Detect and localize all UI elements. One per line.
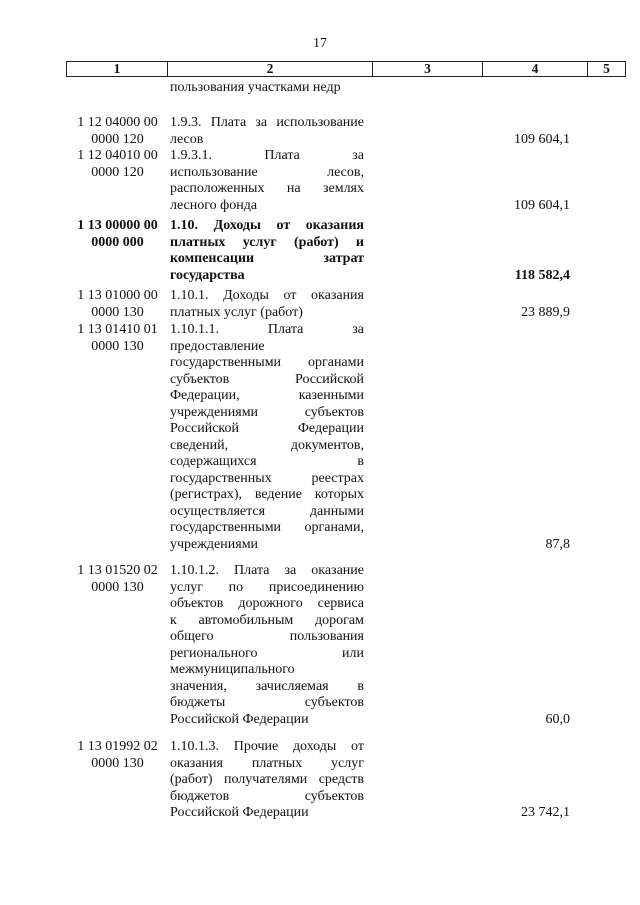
row-amount: 118 582,4 [514,267,570,283]
row-name [170,218,364,284]
row-name [170,322,364,553]
row-code: 1 13 01410 01 0000 130 [77,322,158,354]
header-col-5: 5 [603,61,610,76]
row-name-line: Федерации, казенными [170,388,364,403]
row-amount: 23 889,9 [521,304,570,320]
row-name-line: государственных реестрах [170,470,364,486]
row-name-line: Российской Федерации [170,805,309,820]
row-code: 1 13 00000 00 0000 000 [77,218,158,250]
row-name [170,563,364,728]
row-name [170,148,364,214]
row-code: 1 13 01992 02 0000 130 [77,739,158,771]
row-name-line: лесного фонда [170,197,258,213]
row-name-line: 1.9.3. Плата за использование [170,115,364,130]
header-col-1: 1 [113,61,121,76]
row-name-line: бюджетов субъектов [170,788,364,804]
row-name-line: учреждениями субъектов [170,404,364,420]
row-code: 1 12 04000 00 0000 120 [77,115,158,147]
row-code: 1 13 01000 00 0000 130 [77,288,158,320]
row-name-line: 1.10.1.1. Плата за [170,322,364,337]
header-col-4: 4 [531,61,539,76]
row-name-line: государства [170,267,245,283]
row-name-line: Российской Федерации [170,421,364,436]
row-name-line: 1.10.1. Доходы от оказания [170,288,364,303]
header-col-2: 2 [266,61,274,76]
row-code: 1 12 04010 00 0000 120 [77,148,158,180]
row-name-line: 1.10.1.2. Плата за оказание [170,563,364,578]
row-name-line: сведений, документов, [170,437,364,453]
row-name-line: лесов [170,131,204,147]
row-name-line: платных услуг (работ) и [170,234,364,250]
row-name-line: 1.9.3.1. Плата за [170,148,364,163]
row-name-line: объектов дорожного сервиса [170,596,364,611]
row-name-line: платных услуг (работ) [170,304,303,320]
row-amount: 109 604,1 [514,197,570,213]
row-name-line: предоставление [170,338,265,354]
row-name-line: осуществляется данными [170,503,364,519]
row-name-line: (работ) получателями средств [170,772,364,787]
row-name-line: регионального или [170,645,364,661]
row-name-line: (регистрах), ведение которых [170,487,364,502]
row-name-line: бюджеты субъектов [170,695,364,710]
row-amount: 60,0 [545,711,570,727]
row-name-line: компенсации затрат [170,251,364,266]
row-name [170,115,364,148]
row-name-line: оказания платных услуг [170,755,364,771]
row-name-line: учреждениями [170,536,259,552]
row-name-line: к автомобильным дорогам [170,612,364,628]
row-name-line: значения, зачисляемая в [170,678,364,694]
row-name-line: 1.10. Доходы от оказания [170,218,364,233]
row-name-line: государственными органами [170,355,364,370]
row-name-line: субъектов Российской [170,371,364,387]
row-code: 1 13 01520 02 0000 130 [77,563,158,595]
header-col-3: 3 [424,61,431,76]
row-amount: 87,8 [545,536,570,552]
row-name-line: содержащихся в [170,454,364,469]
row-name [170,288,364,321]
row-name-line: государственными органами, [170,520,364,535]
row-name-line: Российской Федерации [170,711,309,727]
row-name-line: расположенных на землях [170,181,364,196]
row-name-line: услуг по присоединению [170,579,364,595]
row-name-line: 1.10.1.3. Прочие доходы от [170,739,364,754]
row-name-line: межмуниципального [170,662,295,677]
row-amount: 109 604,1 [514,131,570,147]
table-header [66,61,626,77]
page-number: 17 [313,36,327,51]
row-name [170,80,364,97]
row-amount: 23 742,1 [521,805,570,820]
row-name-line: использование лесов, [170,164,364,180]
row-name-line: общего пользования [170,629,364,644]
row-name-line: пользования участками недр [170,80,341,95]
row-name [170,739,364,822]
